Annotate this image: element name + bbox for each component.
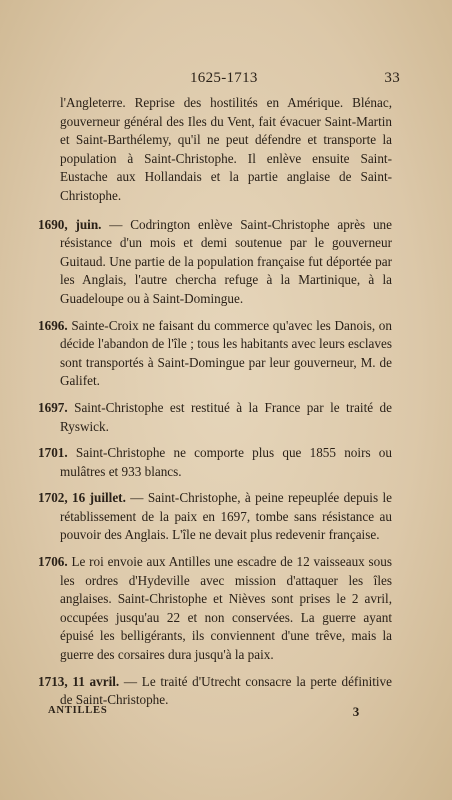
chronology-entry xyxy=(38,317,392,391)
entry-date: 1701. xyxy=(38,445,68,461)
chronology-entry xyxy=(38,444,392,481)
chronology-entry xyxy=(38,216,392,309)
signature-number: 3 xyxy=(352,704,360,719)
entry-date: 1713, 11 avril. xyxy=(38,673,120,689)
entry-date: 1690, juin. xyxy=(38,216,102,232)
entry-date: 1702, 16 juillet. xyxy=(38,490,126,506)
entry-text: Saint-Christophe est restitué à la France par le traité de Ryswick. xyxy=(60,399,392,434)
chronology-entry xyxy=(38,489,392,545)
signature-label: ANTILLES xyxy=(48,705,108,716)
entry-date: 1696. xyxy=(38,317,68,333)
chronology-entry xyxy=(38,399,392,436)
entry-date: 1706. xyxy=(38,554,68,570)
entry-text: — Saint-Christophe, à peine repeuplée depuis le rétablissement de la paix en 1697, tombe sans résistance au pouvoir des Anglais. L'île ne devait plus redevenir française. xyxy=(60,490,392,543)
entry-text: Sainte-Croix ne faisant du commerce qu'avec les Danois, on décide l'abandon de l'île ; tous les habitants avec leurs esclaves sont transportés à Saint-Domingue par leur gouverneur, M. de Galifet. xyxy=(60,317,392,389)
chronology-entry xyxy=(38,553,392,665)
entry-text: Saint-Christophe ne comporte plus que 1855 noirs ou mulâtres et 933 blancs. xyxy=(60,445,392,479)
entry-date: 1697. xyxy=(38,399,68,415)
entry-text: — Le traité d'Utrecht consacre la perte définitive de Saint-Christophe. xyxy=(60,673,393,708)
entry-text: — Codrington enlève Saint-Christophe après une résistance d'un mois et demi soutenue par le gouverneur Guitaud. Une partie de la population française fut déportée par les Anglais, l'autre chercha refuge à la Martinique, à la Guadeloupe ou à Saint-Domingue. xyxy=(60,216,392,306)
header-title: 1625-1713 xyxy=(190,70,258,86)
chronology-entry xyxy=(38,94,392,206)
entry-text: l'Angleterre. Reprise des hostilités en Amérique. Blénac, gouverneur général des Iles du Vent, fait évacuer Saint-Martin et Saint-Barthélemy, qu'il ne peut défendre et transporte la population à Saint-Christophe. Il enlève ensuite Saint-Eustache aux Hollandais et la partie anglaise de Saint-Christophe. xyxy=(60,95,392,203)
chronology-text xyxy=(38,94,392,718)
entry-text: Le roi envoie aux Antilles une escadre de 12 vaisseaux sous les ordres d'Hydeville avec mission d'attaquer les îles anglaises. Saint-Christophe et Nièves sont prises le 2 avril, occupées jusqu'au 22 et non conservées. La guerre ayant épuisé les belligérants, ils conviennent d'une trêve, mais la guerre des corsaires dura jusqu'à la paix. xyxy=(60,554,392,663)
page-number: 33 xyxy=(384,70,400,86)
